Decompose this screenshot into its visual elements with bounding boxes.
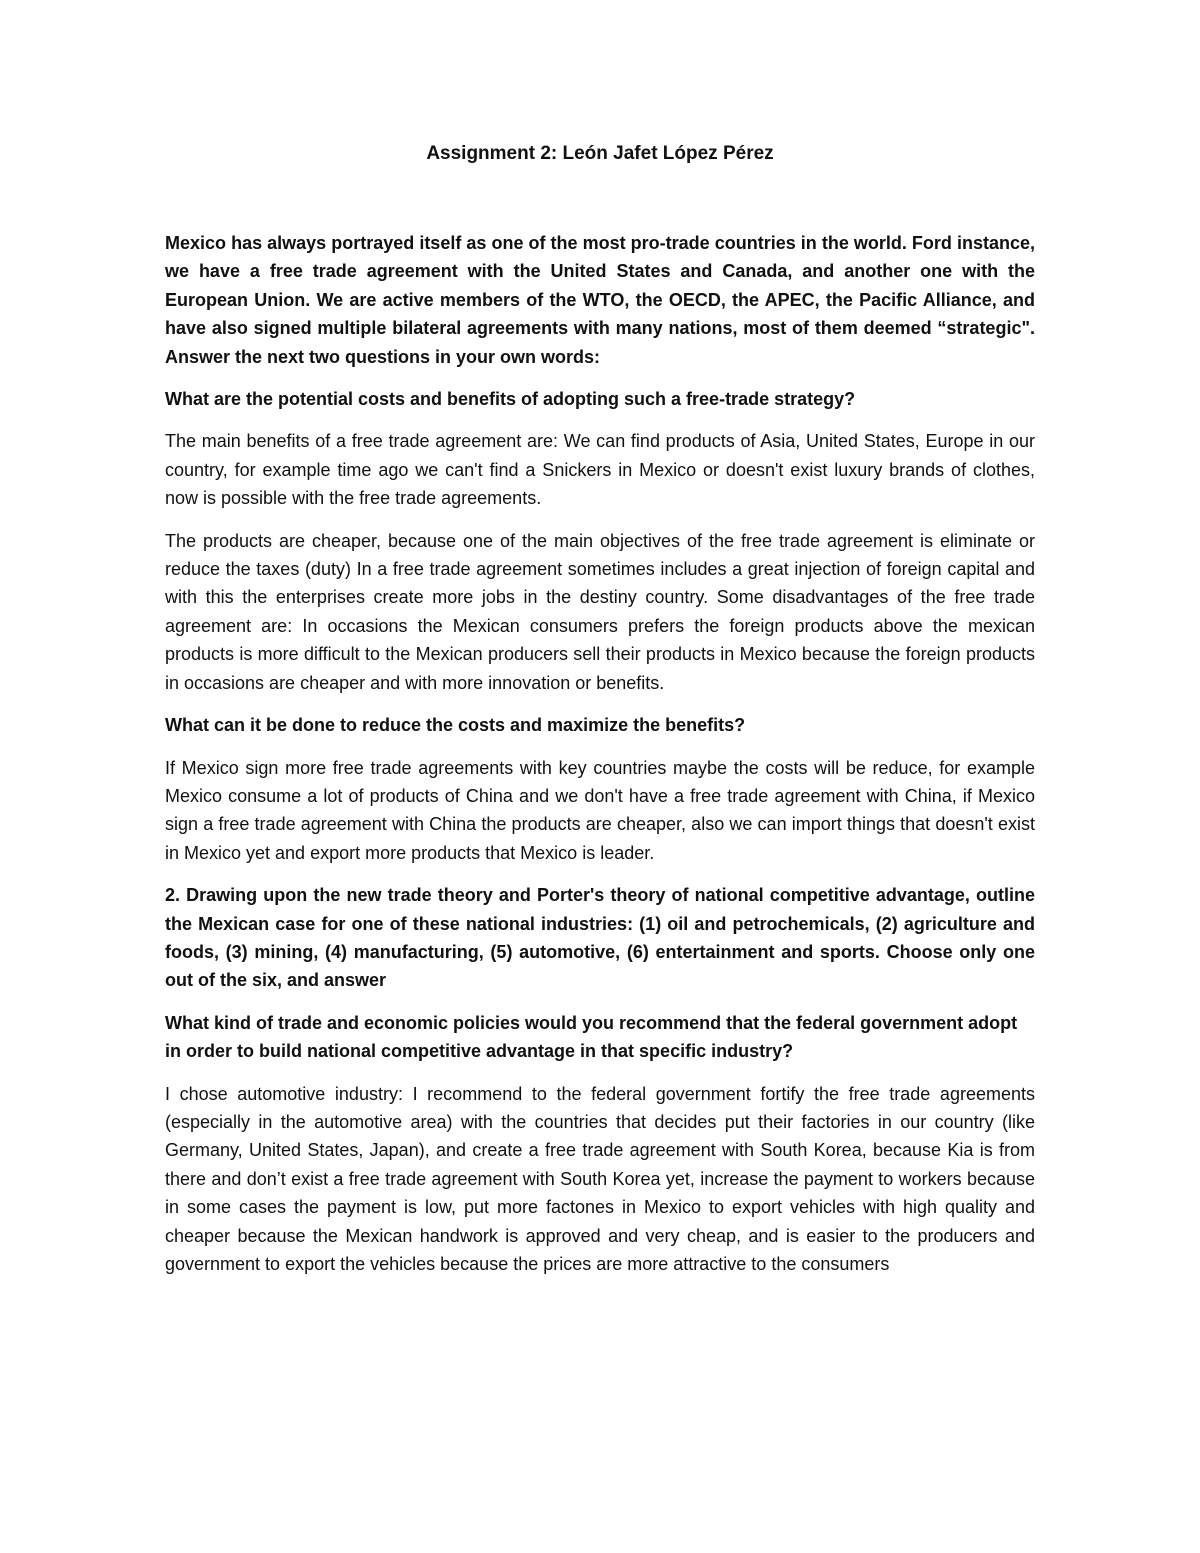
question-1: What are the potential costs and benefits of adopting such a free-trade strategy? xyxy=(165,389,856,410)
answer-3: I chose automotive industry: I recommend to the federal government fortify the free trade agreements (especially in the automotive area) with the countries that decides put their factories in our country (like Germany, United States, Japan), and create a free trade agreement with South Korea, because Kia is from there and don’t exist a free trade agreement with South Korea yet, increase the payment to workers because in some cases the payment is low, put more factones in Mexico to export vehicles with high quality and cheaper because the Mexican handwork is approved and very cheap, and is easier to the producers and government to export the vehicles because the prices are more attractive to the consumers xyxy=(165,1083,1035,1274)
intro-paragraph: Mexico has always portrayed itself as one of the most pro-trade countries in the world. Ford instance, we have a free trade agreement with the United States and Canada, and another one with the European Union. We are active members of the WTO, the OECD, the APEC, the Pacific Alliance, and have also signed multiple bilateral agreements with many nations, most of them deemed “strategic". Answer the next two questions in your own words: xyxy=(165,233,1035,367)
answer-1-costs: The products are cheaper, because one of the main objectives of the free trade agreement is eliminate or reduce the taxes (duty) In a free trade agreement sometimes includes a great injection of foreign capital and with this the enterprises create more jobs in the destiny country. Some disadvantages of the free trade agreement are: In occasions the Mexican consumers prefers the foreign products above the mexican products is more difficult to the Mexican producers sell their products in Mexico because the foreign products in occasions are cheaper and with more innovation or benefits. xyxy=(165,530,1035,693)
document-body xyxy=(165,229,1035,1292)
answer-2: If Mexico sign more free trade agreements with key countries maybe the costs will be reduce, for example Mexico consume a lot of products of China and we don't have a free trade agreement with China, if Mexico sign a free trade agreement with China the products are cheaper, also we can import things that doesn't exist in Mexico yet and export more products that Mexico is leader. xyxy=(165,757,1035,863)
question-3: What kind of trade and economic policies would you recommend that the federal government adopt in order to build national competitive advantage in that specific industry? xyxy=(165,1012,1018,1062)
answer-1-benefits: The main benefits of a free trade agreement are: We can find products of Asia, United States, Europe in our country, for example time ago we can't find a Snickers in Mexico or doesn't exist luxury brands of clothes, now is possible with the free trade agreements. xyxy=(165,431,1035,509)
question-2: What can it be done to reduce the costs and maximize the benefits? xyxy=(165,715,746,736)
part-2-prompt: 2. Drawing upon the new trade theory and Porter's theory of national competitive advantage, outline the Mexican case for one of these national industries: (1) oil and petrochemicals, (2) agriculture and foods, (3) mining, (4) manufacturing, (5) automotive, (6) entertainment and sports. Choose only one out of the six, and answer xyxy=(165,885,1035,991)
document-title: Assignment 2: León Jafet López Pérez xyxy=(426,143,774,164)
